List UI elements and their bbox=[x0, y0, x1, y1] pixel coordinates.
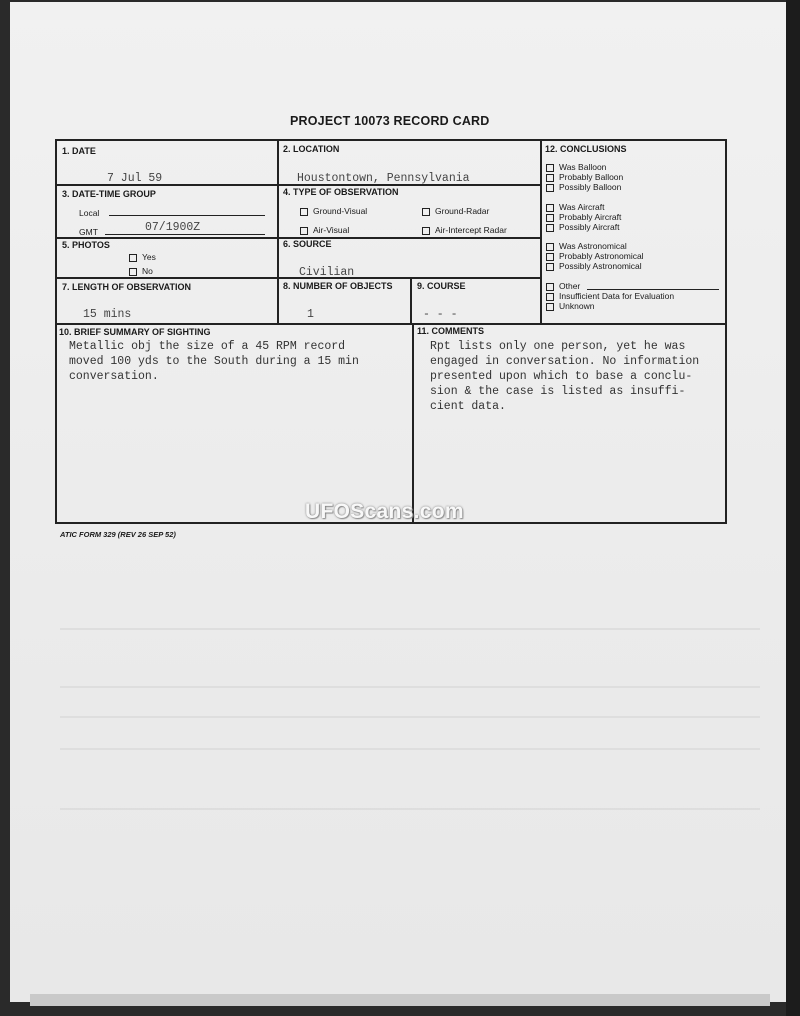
summary-label: 10. BRIEF SUMMARY OF SIGHTING bbox=[59, 327, 211, 337]
divider bbox=[277, 141, 279, 324]
divider bbox=[57, 323, 725, 325]
conclusion-was-astronomical: Was Astronomical bbox=[546, 241, 627, 251]
conclusion-other: Other bbox=[546, 281, 580, 291]
dtg-label: 3. DATE-TIME GROUP bbox=[62, 189, 156, 199]
checkbox bbox=[546, 303, 554, 311]
photos-yes: Yes bbox=[129, 252, 156, 262]
conclusion-probably-balloon: Probably Balloon bbox=[546, 172, 623, 182]
card-title: PROJECT 10073 RECORD CARD bbox=[290, 114, 490, 128]
checkbox bbox=[546, 174, 554, 182]
objects-value: 1 bbox=[307, 308, 314, 321]
location-value: Houstontown, Pennsylvania bbox=[297, 172, 470, 185]
conclusions-label: 12. CONCLUSIONS bbox=[545, 144, 627, 154]
checkbox bbox=[546, 224, 554, 232]
local-line bbox=[109, 215, 265, 216]
scan-right-edge bbox=[786, 0, 800, 1016]
checkbox bbox=[546, 263, 554, 271]
conclusion-possibly-astronomical: Possibly Astronomical bbox=[546, 261, 642, 271]
checkbox bbox=[546, 253, 554, 261]
bleed-through bbox=[60, 808, 760, 810]
gmt-value: 07/1900Z bbox=[145, 221, 201, 234]
comments-text: Rpt lists only one person, yet he was engaged in conversation. No information presented upon which to base a conclu- sion & the case is listed as insuffi- cient data. bbox=[430, 340, 700, 413]
local-label: Local bbox=[79, 208, 100, 218]
photos-no: No bbox=[129, 266, 153, 276]
checkbox bbox=[546, 204, 554, 212]
bleed-through bbox=[60, 748, 760, 750]
divider bbox=[540, 141, 542, 324]
bleed-through bbox=[60, 686, 760, 688]
checkbox bbox=[546, 184, 554, 192]
conclusion-possibly-aircraft: Possibly Aircraft bbox=[546, 222, 619, 232]
date-label: 1. DATE bbox=[62, 146, 96, 156]
course-label: 9. COURSE bbox=[417, 281, 466, 291]
objects-label: 8. NUMBER OF OBJECTS bbox=[283, 281, 393, 291]
comments-label: 11. COMMENTS bbox=[417, 326, 485, 336]
record-card bbox=[55, 139, 727, 524]
photos-label: 5. PHOTOS bbox=[62, 240, 110, 250]
source-label: 6. SOURCE bbox=[283, 239, 332, 249]
checkbox bbox=[546, 164, 554, 172]
source-value: Civilian bbox=[299, 266, 355, 279]
date-value: 7 Jul 59 bbox=[107, 172, 163, 185]
divider bbox=[412, 324, 414, 522]
checkbox bbox=[129, 268, 137, 276]
summary-text: Metallic obj the size of a 45 RPM record moved 100 yds to the South during a 15 min conversation. bbox=[69, 340, 359, 383]
gmt-label: GMT bbox=[79, 227, 98, 237]
length-value: 15 mins bbox=[83, 308, 132, 321]
checkbox bbox=[300, 208, 308, 216]
checkbox bbox=[422, 208, 430, 216]
conclusion-unknown: Unknown bbox=[546, 301, 594, 311]
conclusion-probably-aircraft: Probably Aircraft bbox=[546, 212, 621, 222]
form-number: ATIC FORM 329 (REV 26 SEP 52) bbox=[60, 530, 176, 539]
course-value: - - - bbox=[423, 308, 458, 321]
gmt-line bbox=[105, 234, 265, 235]
other-line bbox=[587, 289, 719, 290]
conclusion-insufficient-data: Insufficient Data for Evaluation bbox=[546, 291, 674, 301]
bleed-through bbox=[60, 628, 760, 630]
type-ground-visual: Ground-Visual bbox=[300, 206, 367, 216]
checkbox bbox=[546, 214, 554, 222]
type-air-visual: Air-Visual bbox=[300, 225, 349, 235]
checkbox bbox=[129, 254, 137, 262]
divider bbox=[410, 277, 412, 324]
location-label: 2. LOCATION bbox=[283, 144, 340, 154]
checkbox bbox=[300, 227, 308, 235]
conclusion-possibly-balloon: Possibly Balloon bbox=[546, 182, 621, 192]
checkbox bbox=[546, 283, 554, 291]
checkbox bbox=[546, 293, 554, 301]
length-label: 7. LENGTH OF OBSERVATION bbox=[62, 282, 192, 292]
bleed-through bbox=[60, 716, 760, 718]
watermark: UFOScans.com bbox=[305, 500, 464, 523]
checkbox bbox=[422, 227, 430, 235]
type-air-intercept-radar: Air-Intercept Radar bbox=[422, 225, 507, 235]
type-ground-radar: Ground-Radar bbox=[422, 206, 489, 216]
conclusion-probably-astronomical: Probably Astronomical bbox=[546, 251, 644, 261]
conclusion-was-aircraft: Was Aircraft bbox=[546, 202, 605, 212]
checkbox bbox=[546, 243, 554, 251]
conclusion-was-balloon: Was Balloon bbox=[546, 162, 606, 172]
scan-bottom-edge bbox=[30, 994, 770, 1006]
type-label: 4. TYPE OF OBSERVATION bbox=[283, 187, 399, 197]
